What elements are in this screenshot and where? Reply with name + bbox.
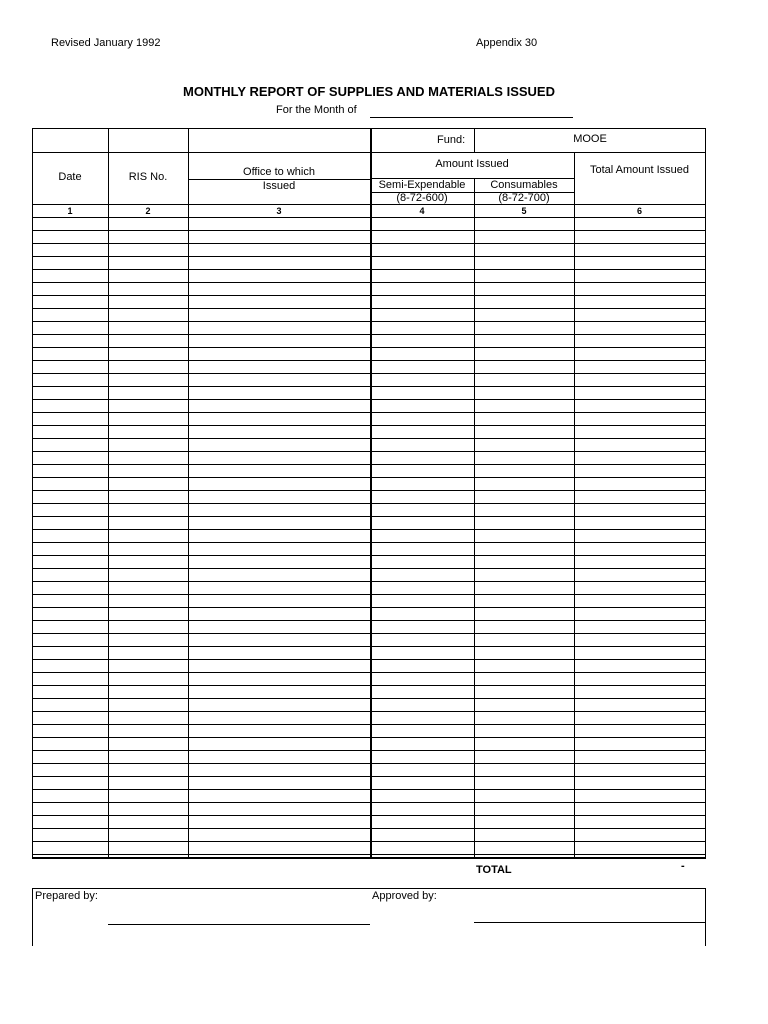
table-row-line [32, 516, 706, 517]
col-line-1 [108, 128, 109, 858]
col-number-6: 6 [636, 206, 642, 216]
col-line-0 [32, 128, 33, 858]
table-row-line [32, 347, 706, 348]
total-value: - [681, 860, 685, 872]
table-row-line [32, 568, 706, 569]
col-header-office-line1: Office to which [243, 166, 315, 178]
table-row-line [32, 854, 706, 855]
table-row-line [32, 802, 706, 803]
col-header-date: Date [58, 171, 82, 183]
fund-value: MOOE [573, 133, 607, 145]
table-row-line [32, 789, 706, 790]
col-header-total-amount: Total Amount Issued [589, 164, 690, 176]
table-row-line [32, 360, 706, 361]
month-field-line[interactable] [370, 117, 573, 118]
table-row-line [32, 412, 706, 413]
signature-left-border [32, 888, 33, 946]
table-row-line [32, 282, 706, 283]
table-row-line [32, 269, 706, 270]
table-row-line [32, 230, 706, 231]
table-row-line [32, 373, 706, 374]
table-row-line [32, 698, 706, 699]
approved-by-label: Approved by: [372, 890, 437, 902]
table-row-line [32, 685, 706, 686]
col-header-ris: RIS No. [128, 171, 168, 183]
table-row-line [32, 490, 706, 491]
table-row-line [32, 399, 706, 400]
table-row-line [32, 776, 706, 777]
table-row-line [32, 243, 706, 244]
table-row-line [32, 256, 706, 257]
table-row-line [32, 633, 706, 634]
appendix-label: Appendix 30 [476, 37, 538, 49]
table-row-line [32, 763, 706, 764]
table-row-line [32, 659, 706, 660]
table-row-line [32, 750, 706, 751]
table-row-line [32, 451, 706, 452]
col-header-cons-code: (8-72-700) [498, 192, 550, 204]
report-title: MONTHLY REPORT OF SUPPLIES AND MATERIALS ISSUED [183, 84, 555, 99]
table-row-line [32, 581, 706, 582]
col-line-3 [370, 128, 372, 858]
header-divider-2 [32, 204, 706, 205]
table-row-line [32, 555, 706, 556]
col-header-semi-expendable: Semi-Expendable [378, 179, 466, 191]
col-number-4: 4 [419, 206, 425, 216]
table-bottom-border [32, 857, 706, 859]
table-row-line [32, 646, 706, 647]
table-row-line [32, 711, 706, 712]
approved-by-signature-line[interactable] [474, 922, 705, 923]
col-line-4 [474, 178, 475, 858]
signature-right-border [705, 888, 706, 946]
table-row-line [32, 724, 706, 725]
total-label: TOTAL [476, 864, 512, 876]
table-row-line [32, 477, 706, 478]
header-divider-1 [32, 152, 706, 153]
col-line-5 [574, 152, 575, 858]
col-number-1: 1 [67, 206, 73, 216]
prepared-by-signature-line[interactable] [108, 924, 370, 925]
table-row-line [32, 594, 706, 595]
revised-date: Revised January 1992 [51, 37, 161, 49]
fund-label: Fund: [437, 134, 466, 146]
table-row-line [32, 607, 706, 608]
table-row-line [32, 841, 706, 842]
header-divider-3 [32, 217, 706, 218]
table-row-line [32, 542, 706, 543]
table-row-line [32, 815, 706, 816]
col-number-2: 2 [145, 206, 151, 216]
col-number-5: 5 [521, 206, 527, 216]
col-header-amount-issued: Amount Issued [435, 158, 509, 170]
table-row-line [32, 529, 706, 530]
prepared-by-label: Prepared by: [35, 890, 98, 902]
table-row-line [32, 672, 706, 673]
month-label: For the Month of [276, 104, 357, 116]
col-header-consumables: Consumables [490, 179, 558, 191]
table-row-line [32, 438, 706, 439]
table-row-line [32, 308, 706, 309]
table-top-border [32, 128, 706, 129]
col-line-2 [188, 128, 189, 858]
col-header-semi-code: (8-72-600) [396, 192, 448, 204]
table-row-line [32, 737, 706, 738]
table-row-line [32, 464, 706, 465]
col-header-office-line2: Issued [262, 180, 296, 192]
table-row-line [32, 828, 706, 829]
col-line-6 [705, 128, 706, 858]
table-row-line [32, 321, 706, 322]
table-row-line [32, 295, 706, 296]
col-number-3: 3 [276, 206, 282, 216]
signature-top-border [32, 888, 706, 889]
table-row-line [32, 425, 706, 426]
table-row-line [32, 334, 706, 335]
table-row-line [32, 503, 706, 504]
table-row-line [32, 620, 706, 621]
table-row-line [32, 386, 706, 387]
